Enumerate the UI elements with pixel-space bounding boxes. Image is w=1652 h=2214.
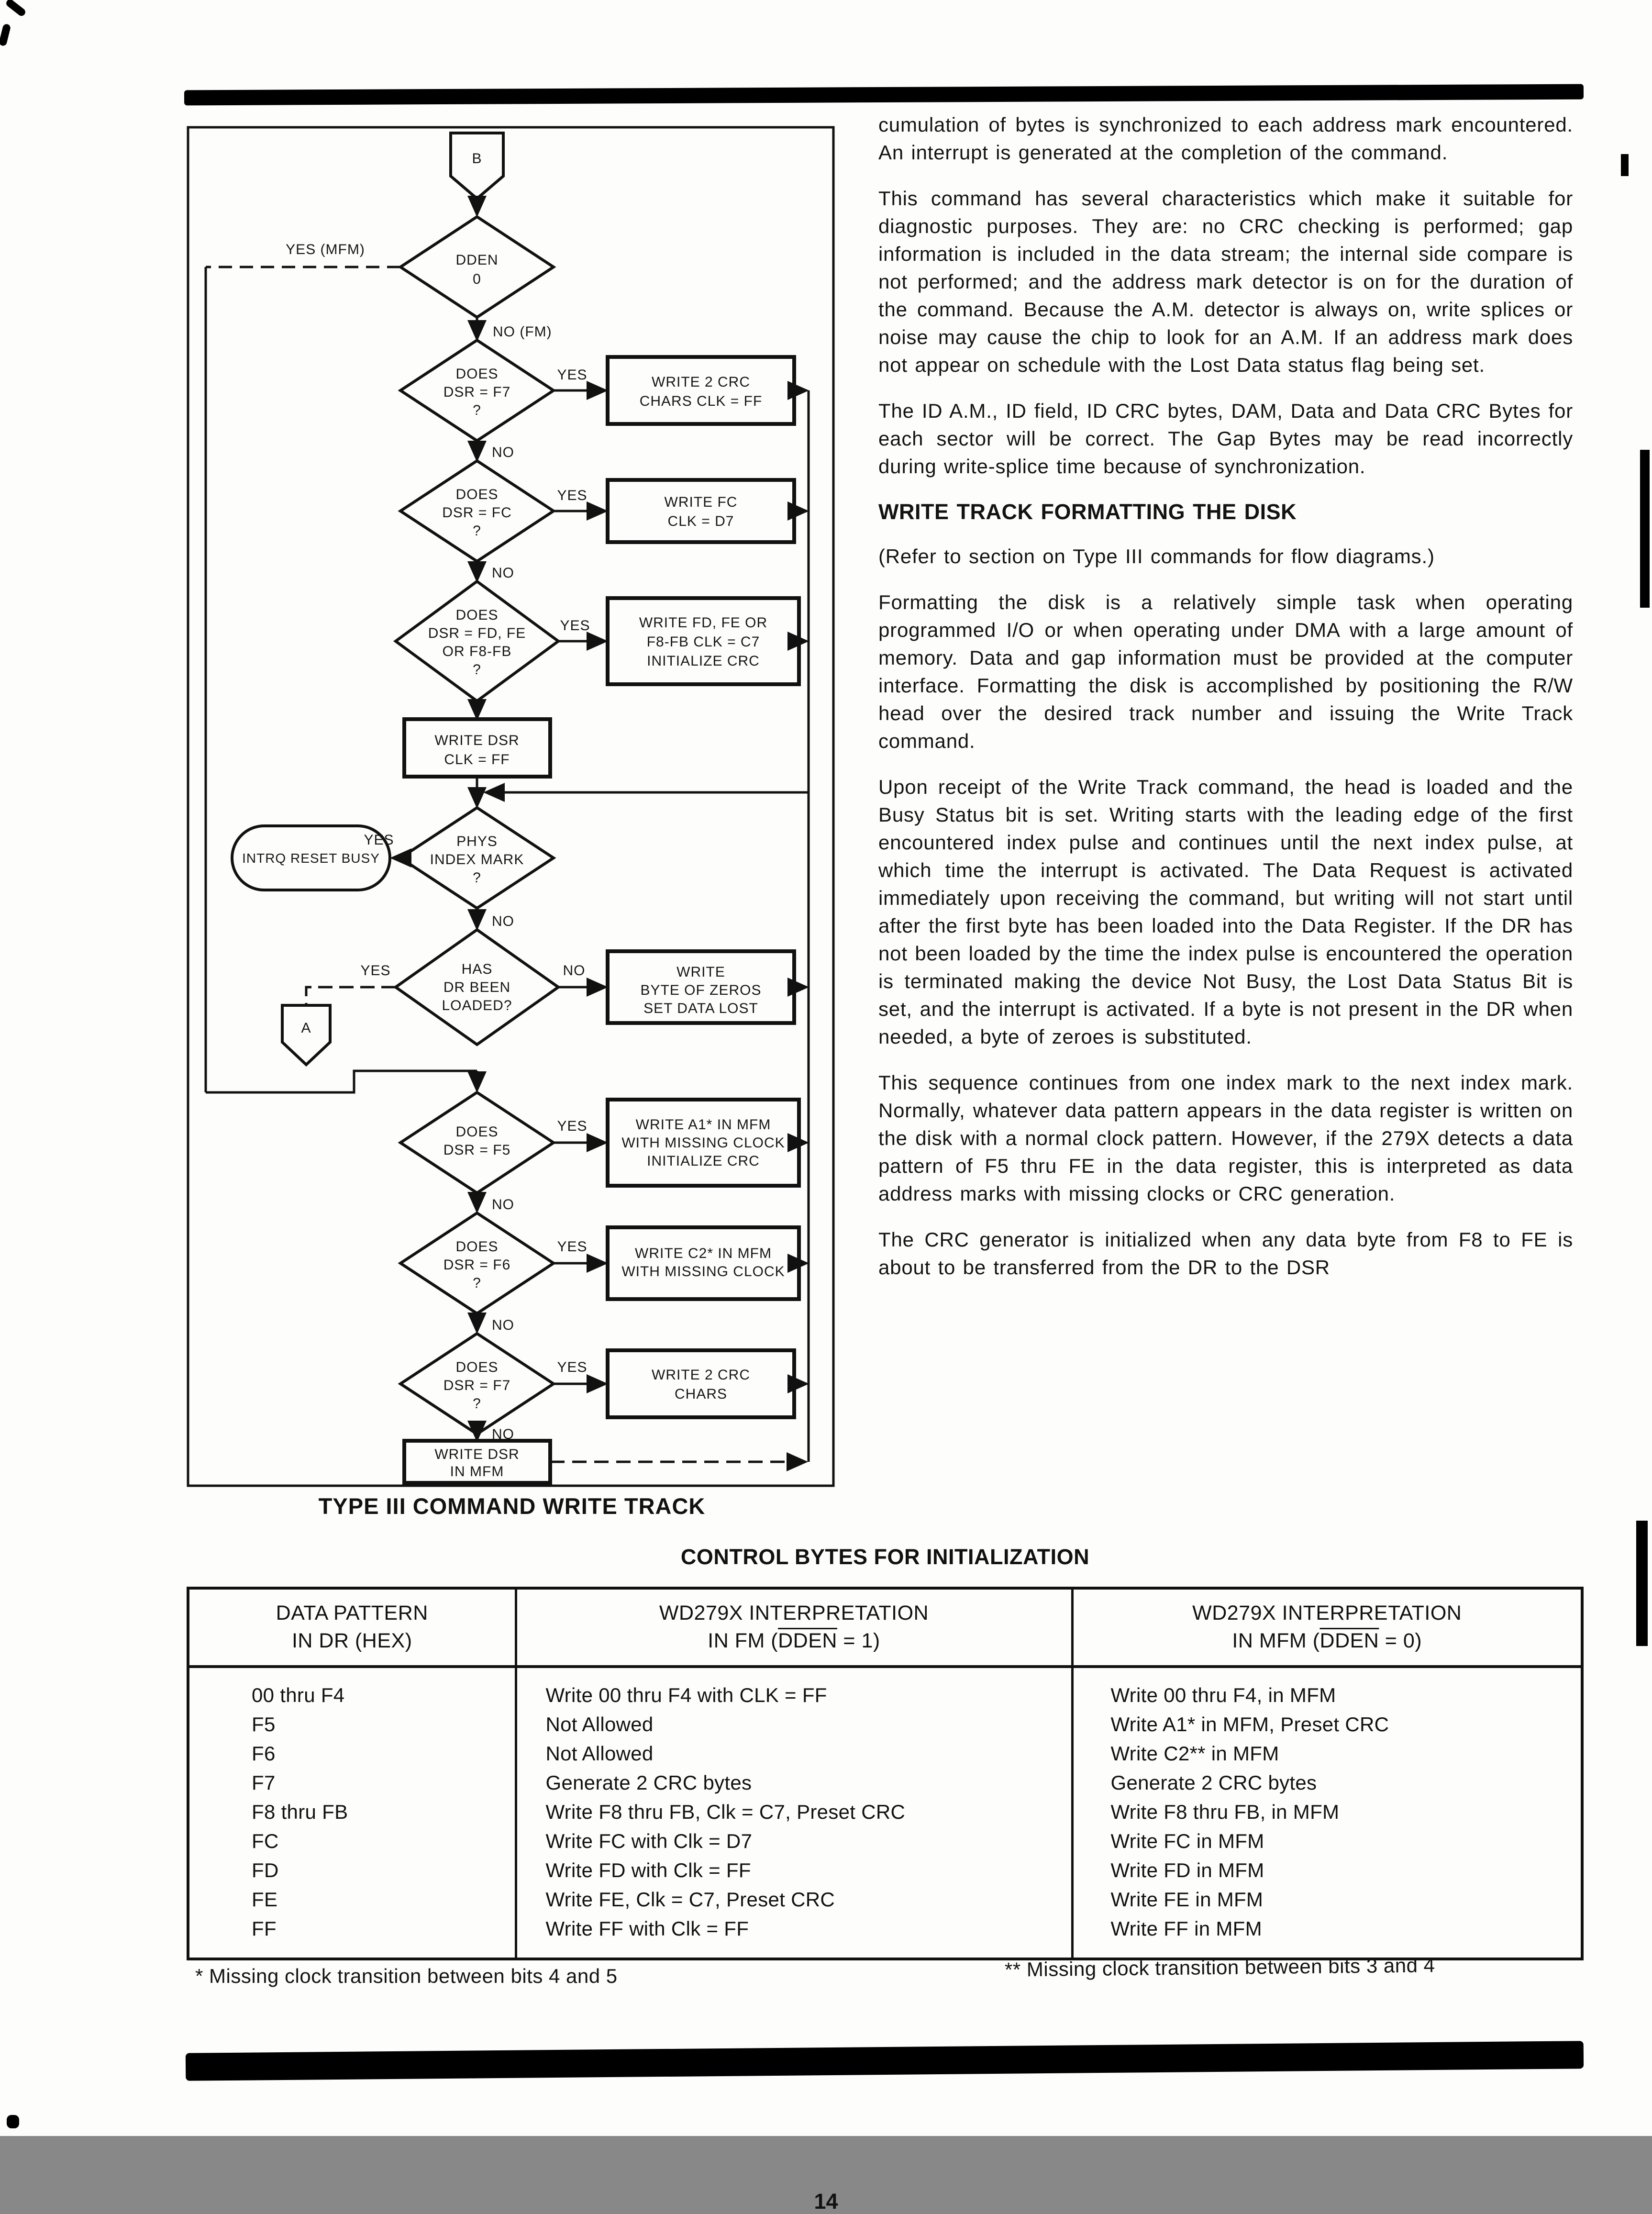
write-track-flowchart bbox=[187, 126, 835, 1487]
svg-text:DOES: DOES bbox=[455, 1239, 499, 1255]
header-data-pattern: DATA PATTERN IN DR (HEX) bbox=[188, 1588, 516, 1667]
label-yes-mfm: YES (MFM) bbox=[286, 242, 365, 257]
label-no-fm: NO (FM) bbox=[493, 324, 552, 340]
svg-text:DDEN: DDEN bbox=[455, 252, 499, 268]
scan-artifact bbox=[1640, 450, 1650, 608]
svg-text:DSR = F7: DSR = F7 bbox=[443, 384, 511, 400]
label-yes: YES bbox=[557, 1359, 588, 1375]
connector-b bbox=[451, 133, 503, 199]
decision-dsr-f7 bbox=[400, 340, 554, 441]
svg-text:0: 0 bbox=[473, 271, 481, 287]
svg-text:DOES: DOES bbox=[455, 1359, 499, 1375]
label-yes: YES bbox=[557, 488, 588, 503]
svg-text:HAS: HAS bbox=[461, 961, 493, 977]
paragraph: cumulation of bytes is synchronized to each address mark encountered. An interrupt is generated at the completion of the command. bbox=[878, 113, 1573, 164]
svg-text:IN MFM: IN MFM bbox=[450, 1464, 504, 1480]
svg-text:?: ? bbox=[473, 1275, 481, 1291]
paragraph: The CRC generator is initialized when any data byte from F8 to FE is about to be transferred from the DR to the DSR bbox=[878, 1228, 1573, 1279]
table-body-row bbox=[188, 1667, 1582, 1959]
paragraph: This sequence continues from one index mark to the next index mark. Normally, whatever data pattern appears in the data register is written on the disk with a normal clock pattern. However, if the 279X detects a data pattern of F5 thru FE in the data register, this is interpreted as data address marks with missing clocks or CRC generation. bbox=[878, 1071, 1573, 1205]
top-rule bbox=[184, 84, 1584, 106]
figure-caption: TYPE III COMMAND WRITE TRACK bbox=[318, 1493, 706, 1519]
table-header-row bbox=[188, 1588, 1582, 1667]
svg-text:INTRQ RESET BUSY: INTRQ RESET BUSY bbox=[242, 851, 380, 866]
header-fm-interpretation: WD279X INTERPRETATION IN FM (DDEN = 1) bbox=[516, 1588, 1072, 1667]
bottom-rule bbox=[186, 2041, 1584, 2080]
section-heading: WRITE TRACK FORMATTING THE DISK bbox=[878, 500, 1297, 524]
label-yes: YES bbox=[557, 1118, 588, 1134]
article-column bbox=[878, 111, 1573, 1281]
paragraph: Upon receipt of the Write Track command, the head is loaded and the Busy Status bit is set. Writing starts with the leading edge of the first encountered index pulse and continues until the next index pulse, at which time the interrupt is activated. The Data Request is activated immediately upon receiving the command, but writing will not start until after the first byte has been loaded into the Data Register. If the DR has not been loaded by the time the index pulse is encountered the operation is terminated making the device Not Busy, the Lost Data Status Bit is set, and the interrupt is activated. If a byte is not present in the DR when needed, a byte of zeroes is substituted. bbox=[878, 776, 1573, 1048]
paragraph: This command has several characteristics which make it suitable for diagnostic purposes. They are: no CRC checking is performed; gap information is included in the data stream; the internal side compare is not performed; and the address mark detector is on for the duration of the command. Because the A.M. detector is always on, write splices or noise may cause the chip to look for an A.M. If an address mark does not appear on schedule with the Lost Data status flag being set. bbox=[878, 187, 1573, 376]
svg-text:CHARS CLK = FF: CHARS CLK = FF bbox=[639, 393, 763, 409]
scan-artifact bbox=[0, 23, 11, 47]
svg-text:DSR = F7: DSR = F7 bbox=[443, 1378, 511, 1393]
header-mfm-interpretation: WD279X INTERPRETATION IN MFM (DDEN = 0) bbox=[1072, 1588, 1582, 1667]
process-write-2crc bbox=[608, 1350, 794, 1417]
svg-text:A: A bbox=[301, 1020, 311, 1036]
svg-text:WRITE DSR: WRITE DSR bbox=[434, 733, 520, 748]
svg-text:WRITE FD, FE OR: WRITE FD, FE OR bbox=[639, 615, 768, 631]
svg-text:DR BEEN: DR BEEN bbox=[443, 979, 511, 995]
svg-text:CLK = FF: CLK = FF bbox=[444, 752, 510, 768]
svg-text:?: ? bbox=[473, 662, 481, 678]
paragraph: The ID A.M., ID field, ID CRC bytes, DAM, Data and Data CRC Bytes for each sector will be correct. The Gap Bytes may be read incorrectly during write-splice time because of synchronization. bbox=[878, 400, 1573, 478]
svg-text:?: ? bbox=[473, 523, 481, 539]
process-write-c2-mfm bbox=[608, 1227, 799, 1299]
svg-text:WRITE FC: WRITE FC bbox=[664, 494, 738, 510]
process-write-a1-mfm bbox=[608, 1100, 799, 1186]
process-write-dsr-clk-ff bbox=[404, 719, 550, 777]
column-fm-interpretation: Write 00 thru F4 with CLK = FF Not Allowed Not Allowed Generate 2 CRC bytes Write F8 thru FB, Clk = C7, Preset CRC Write FC with Clk = D7 Write FD with Clk = FF Write FE, Clk = C7, Preset CRC Write FF with Clk = FF bbox=[516, 1667, 1072, 1959]
process-write-fdfe bbox=[608, 598, 799, 684]
svg-text:?: ? bbox=[473, 402, 481, 418]
svg-text:DOES: DOES bbox=[455, 1124, 499, 1140]
label-yes: YES bbox=[560, 618, 590, 634]
svg-text:?: ? bbox=[473, 1396, 481, 1412]
svg-text:INITIALIZE CRC: INITIALIZE CRC bbox=[647, 653, 760, 669]
svg-text:WITH MISSING CLOCK: WITH MISSING CLOCK bbox=[621, 1135, 785, 1151]
decision-dsr-fdfe bbox=[396, 581, 558, 701]
svg-text:WRITE 2 CRC: WRITE 2 CRC bbox=[652, 374, 750, 390]
svg-text:?: ? bbox=[473, 870, 481, 886]
decision-dsr-fc bbox=[400, 461, 554, 561]
svg-text:WRITE DSR: WRITE DSR bbox=[434, 1446, 520, 1462]
label-no: NO bbox=[563, 963, 586, 979]
svg-text:WRITE: WRITE bbox=[676, 964, 725, 980]
scan-artifact bbox=[7, 2115, 19, 2128]
svg-text:OR F8-FB: OR F8-FB bbox=[442, 644, 512, 659]
decision-phys-index-mark bbox=[400, 808, 554, 908]
decision-dr-loaded bbox=[396, 930, 558, 1045]
label-no: NO bbox=[492, 445, 514, 460]
process-write-byte-of-zeros bbox=[608, 951, 794, 1023]
label-yes: YES bbox=[557, 367, 588, 383]
label-yes: YES bbox=[557, 1239, 588, 1255]
svg-text:SET DATA LOST: SET DATA LOST bbox=[643, 1001, 758, 1016]
svg-text:WRITE C2* IN MFM: WRITE C2* IN MFM bbox=[635, 1246, 772, 1261]
svg-text:B: B bbox=[472, 151, 482, 167]
process-write-fc bbox=[608, 480, 794, 542]
svg-text:WRITE 2 CRC: WRITE 2 CRC bbox=[652, 1367, 750, 1383]
label-no: NO bbox=[492, 1197, 514, 1213]
svg-text:BYTE OF ZEROS: BYTE OF ZEROS bbox=[640, 982, 762, 998]
svg-text:DSR = F6: DSR = F6 bbox=[443, 1257, 511, 1273]
page-number: 14 bbox=[814, 2189, 838, 2214]
label-no: NO bbox=[492, 565, 514, 581]
scan-artifact bbox=[5, 0, 27, 17]
paragraph: Formatting the disk is a relatively simple task when operating programmed I/O or when operating under DMA with a large amount of memory. Data and gap information must be provided at the computer interface. Formatting the disk is accomplished by positioning the R/W head over the desired track number and issuing the Write Track command. bbox=[878, 591, 1573, 752]
connector-a bbox=[282, 1005, 330, 1065]
footnote-right: ** Missing clock transition between bits 3 and 4 bbox=[1004, 1954, 1435, 1981]
decision-dden bbox=[400, 217, 554, 317]
decision-dsr-f5 bbox=[400, 1092, 554, 1193]
svg-text:DSR = F5: DSR = F5 bbox=[443, 1142, 511, 1158]
paragraph: (Refer to section on Type III commands for flow diagrams.) bbox=[878, 545, 1435, 567]
svg-text:INITIALIZE CRC: INITIALIZE CRC bbox=[647, 1153, 760, 1169]
control-bytes-table bbox=[187, 1587, 1584, 1960]
svg-text:DOES: DOES bbox=[455, 607, 499, 623]
svg-text:DSR = FC: DSR = FC bbox=[442, 505, 512, 521]
svg-text:F8-FB CLK = C7: F8-FB CLK = C7 bbox=[646, 634, 760, 650]
label-no: NO bbox=[492, 913, 514, 929]
svg-text:LOADED?: LOADED? bbox=[442, 998, 512, 1013]
svg-text:PHYS: PHYS bbox=[456, 834, 498, 849]
svg-text:DSR = FD, FE: DSR = FD, FE bbox=[428, 625, 526, 641]
scan-artifact bbox=[1636, 1521, 1648, 1646]
process-write-dsr-mfm bbox=[404, 1441, 550, 1483]
scan-artifact bbox=[1621, 154, 1629, 176]
label-yes: YES bbox=[364, 832, 394, 848]
svg-text:WRITE A1* IN MFM: WRITE A1* IN MFM bbox=[635, 1117, 771, 1133]
label-yes: YES bbox=[360, 963, 391, 979]
table-title: CONTROL BYTES FOR INITIALIZATION bbox=[680, 1545, 1090, 1569]
decision-dsr-f6 bbox=[400, 1213, 554, 1313]
svg-text:INDEX MARK: INDEX MARK bbox=[430, 852, 524, 868]
svg-text:CLK = D7: CLK = D7 bbox=[667, 513, 734, 529]
column-mfm-interpretation: Write 00 thru F4, in MFM Write A1* in MFM, Preset CRC Write C2** in MFM Generate 2 CRC bytes Write F8 thru FB, in MFM Write FC in MFM Write FD in MFM Write FE in MFM Write FF in MFM bbox=[1072, 1667, 1582, 1959]
label-no: NO bbox=[492, 1317, 514, 1333]
label-no: NO bbox=[492, 1426, 514, 1442]
svg-text:CHARS: CHARS bbox=[674, 1386, 728, 1402]
decision-dsr-f7-2 bbox=[400, 1334, 554, 1434]
column-data-pattern: 00 thru F4 F5 F6 F7 F8 thru FB FC FD FE FF bbox=[252, 1684, 348, 1940]
svg-text:WITH MISSING CLOCK: WITH MISSING CLOCK bbox=[621, 1264, 785, 1279]
footnote-left: * Missing clock transition between bits 4 and 5 bbox=[195, 1965, 618, 1987]
svg-text:DOES: DOES bbox=[455, 487, 499, 502]
process-write-2crc-clk-ff bbox=[608, 357, 794, 424]
svg-text:DOES: DOES bbox=[455, 366, 499, 382]
